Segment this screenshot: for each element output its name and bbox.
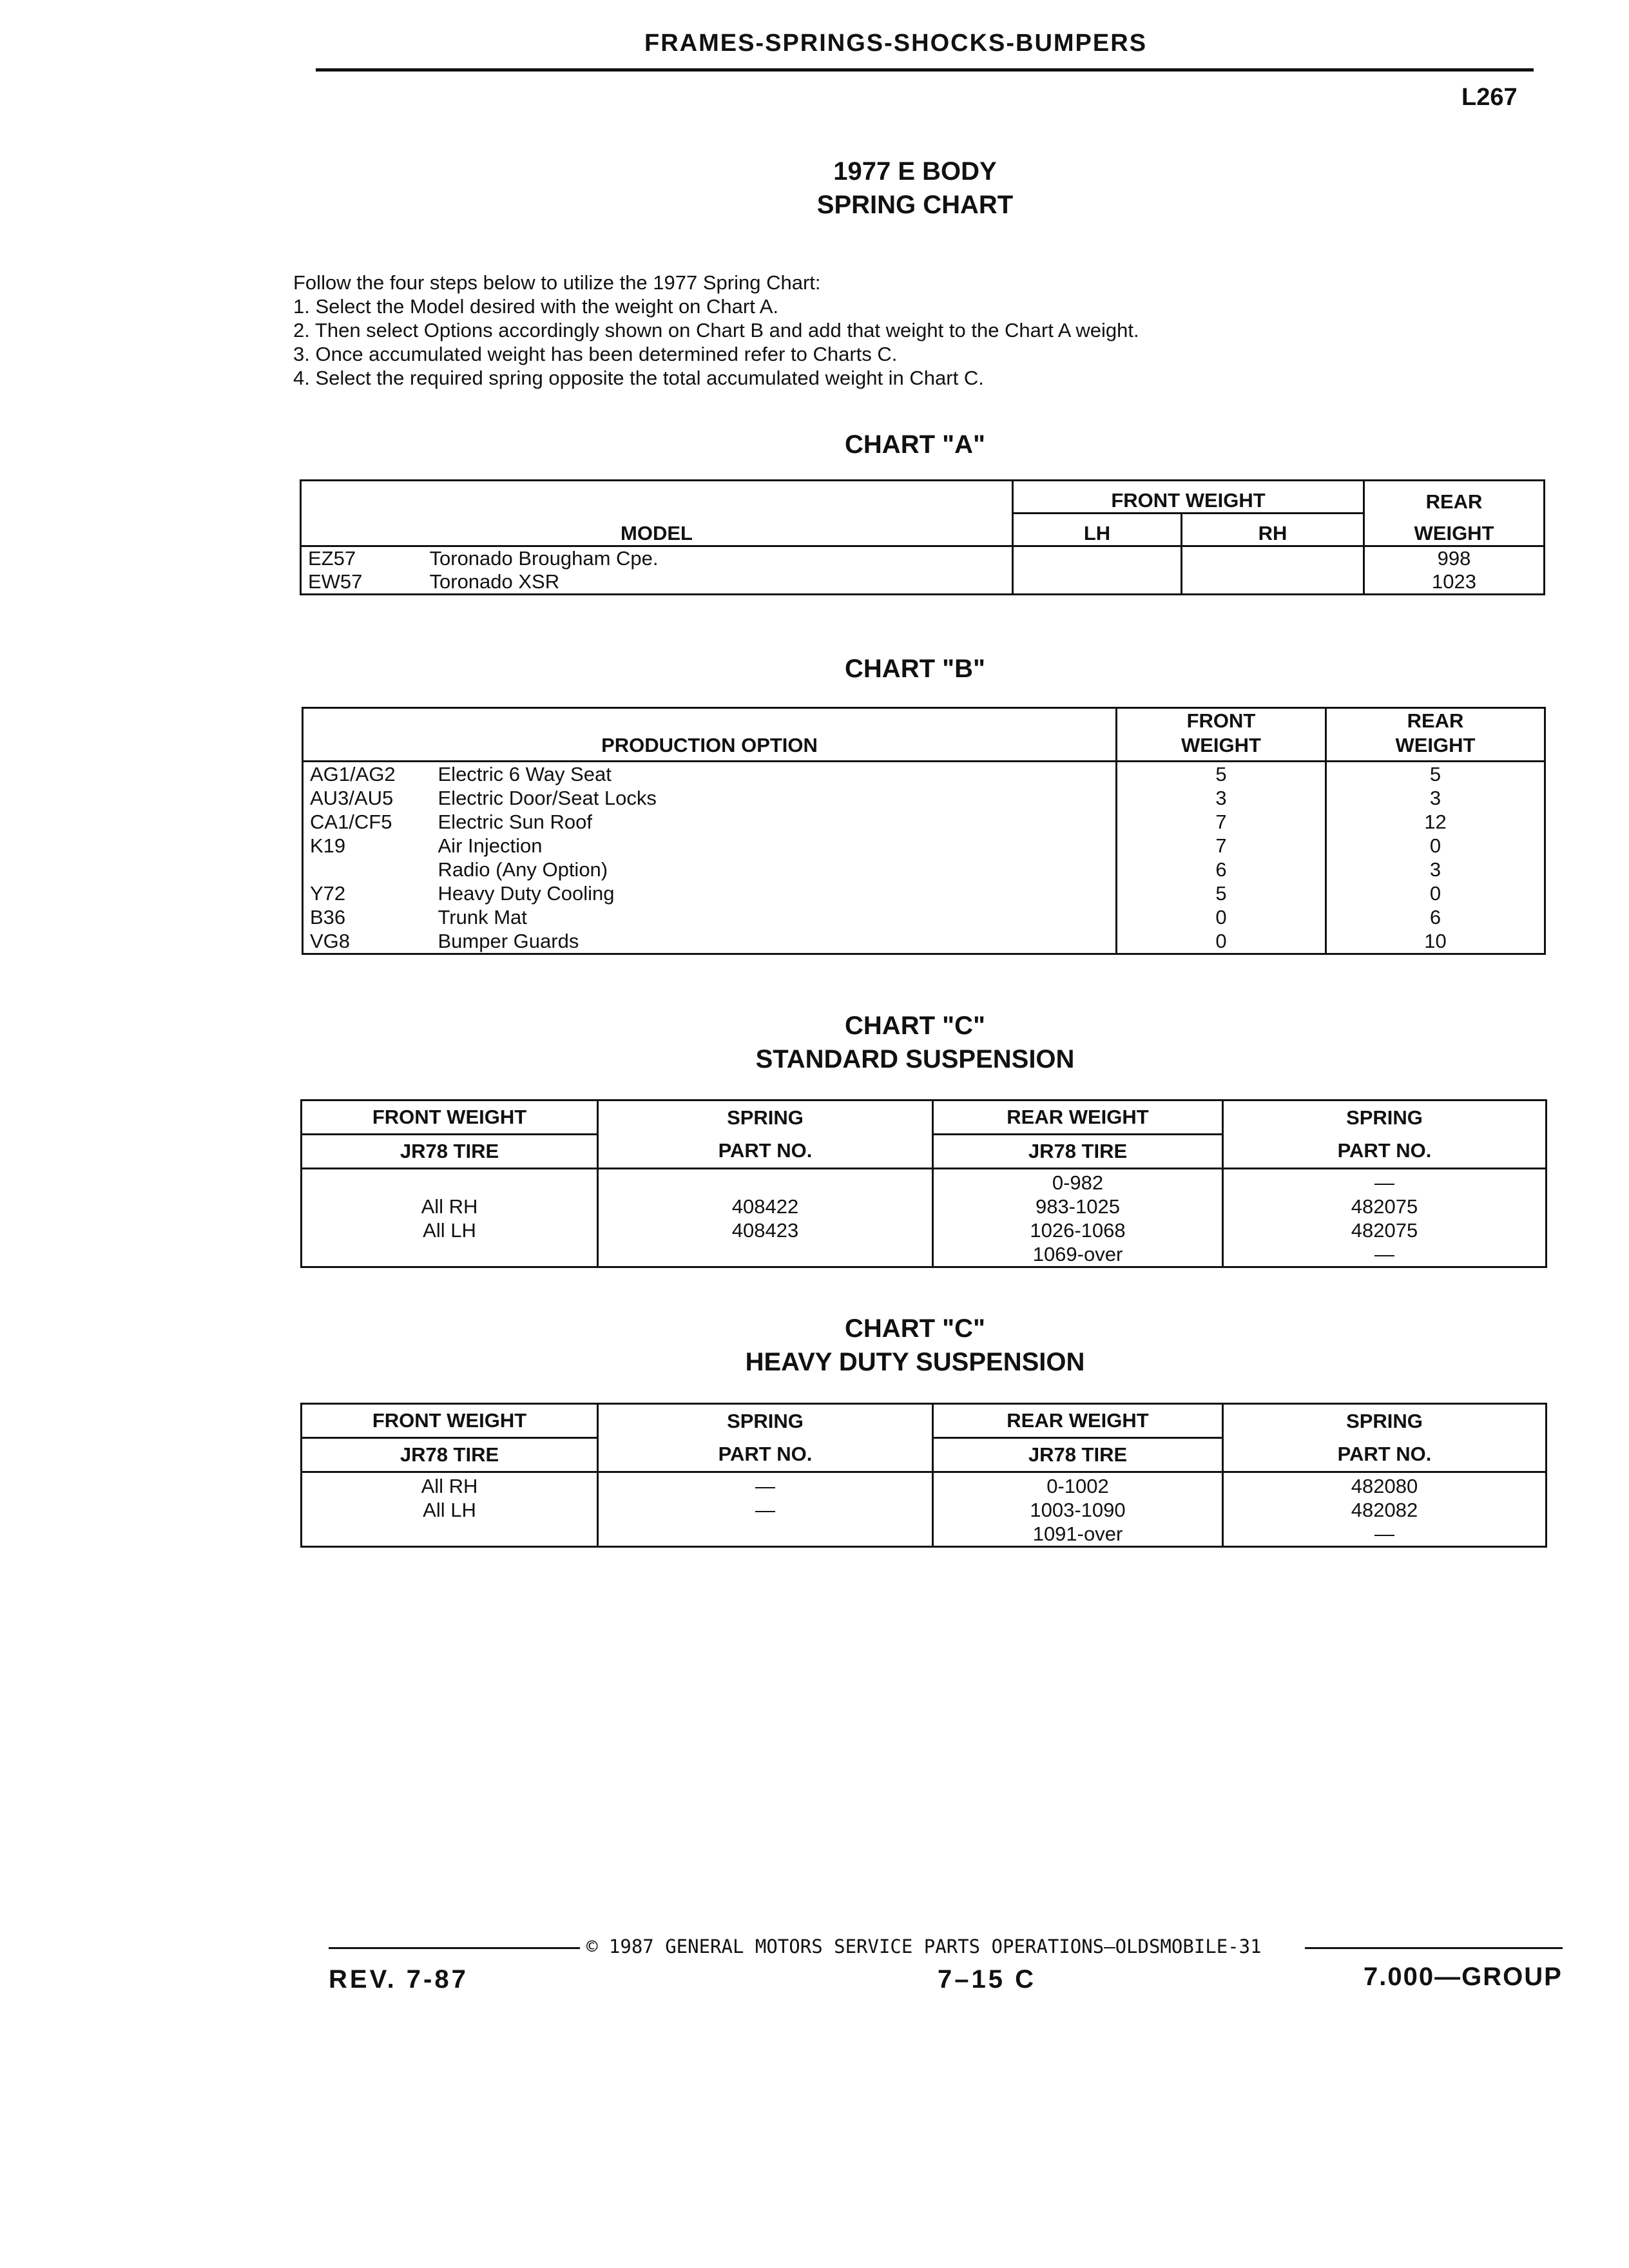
hd-front-weight-header: FRONT WEIGHT: [302, 1404, 598, 1438]
list-item: [605, 1522, 925, 1546]
std-front-weight-header: FRONT WEIGHT: [302, 1100, 598, 1135]
table-row: [303, 905, 1545, 929]
option-rear-weight: 12: [1326, 810, 1545, 834]
hd-spring-header-line1: SPRING: [598, 1404, 933, 1438]
option-rear-weight: 6: [1326, 905, 1545, 929]
option-code: Y72: [310, 882, 346, 905]
footer-copyright: © 1987 GENERAL MOTORS SERVICE PARTS OPERATIONS—OLDSMOBILE-31: [586, 1936, 1262, 1957]
std-spring2-header-line1: SPRING: [1223, 1100, 1547, 1135]
table-row: [302, 1472, 1547, 1547]
option-front-weight: 5: [1117, 762, 1326, 787]
table-row: [301, 570, 1545, 595]
table-row: [303, 810, 1545, 834]
chart-b-front-header-line2: WEIGHT: [1181, 734, 1261, 756]
list-item: [309, 1242, 590, 1266]
instruction-step-1: 1. Select the Model desired with the weight on Chart A.: [293, 295, 779, 318]
option-rear-weight: 0: [1326, 834, 1545, 858]
list-item: —: [755, 1499, 775, 1521]
list-item: 1069-over: [1032, 1243, 1123, 1265]
chart-a-model-header: MODEL: [301, 481, 1013, 546]
chart-a-front-weight-header: FRONT WEIGHT: [1013, 481, 1364, 514]
chart-c-standard-heading-line2: STANDARD SUSPENSION: [755, 1045, 1075, 1073]
chart-a-heading: CHART "A": [845, 430, 985, 459]
chart-a-rear: 1023: [1364, 570, 1545, 595]
option-front-weight: 3: [1117, 786, 1326, 810]
std-spring-header-line1: SPRING: [598, 1100, 933, 1135]
footer-revision: REV. 7-87: [329, 1965, 468, 1994]
header-rule: [316, 68, 1534, 72]
list-item: —: [1374, 1171, 1394, 1194]
hd-rear-weight-cell: [933, 1472, 1223, 1547]
option-rear-weight: 0: [1326, 881, 1545, 905]
chart-a-rear: 998: [1364, 546, 1545, 571]
list-item: 482082: [1351, 1499, 1418, 1521]
hd-front-tire-header: JR78 TIRE: [302, 1438, 598, 1472]
list-item: 408423: [731, 1219, 799, 1242]
option-front-weight: 7: [1117, 810, 1326, 834]
hd-spring2-header-line1: SPRING: [1223, 1404, 1547, 1438]
option-code: K19: [310, 834, 346, 857]
chart-b-front-header-line1: FRONT: [1186, 709, 1256, 732]
option-front-weight: 6: [1117, 858, 1326, 881]
std-front-spring-cell: [598, 1169, 933, 1267]
chart-b-front-header: [1117, 708, 1326, 762]
chart-a-code: EZ57: [308, 547, 356, 570]
list-item: All RH: [421, 1195, 478, 1218]
chart-a-rh-header: RH: [1182, 514, 1364, 546]
document-title-line1: 1977 E BODY: [833, 157, 997, 186]
option-rear-weight: 3: [1326, 786, 1545, 810]
list-item: [309, 1522, 590, 1546]
option-name: Trunk Mat: [438, 906, 527, 928]
chart-a-lh: [1013, 570, 1182, 595]
option-name: Electric 6 Way Seat: [438, 763, 612, 785]
option-code: CA1/CF5: [310, 811, 392, 833]
chart-a-rh: [1182, 546, 1364, 571]
list-item: 983-1025: [1035, 1195, 1120, 1218]
instruction-step-2: 2. Then select Options accordingly shown on Chart B and add that weight to the Chart A weight.: [293, 319, 1139, 341]
instruction-step-3: 3. Once accumulated weight has been determined refer to Charts C.: [293, 343, 898, 365]
option-code: VG8: [310, 930, 351, 952]
document-title-line2: SPRING CHART: [816, 191, 1014, 219]
list-item: 1091-over: [1032, 1523, 1123, 1545]
option-rear-weight: 5: [1326, 762, 1545, 787]
chart-c-standard-heading-line1: CHART "C": [845, 1012, 985, 1040]
instructions: [293, 271, 1139, 390]
list-item: 408422: [731, 1195, 799, 1218]
table-row: [303, 929, 1545, 954]
section-title: FRAMES-SPRINGS-SHOCKS-BUMPERS: [644, 30, 1148, 57]
std-front-tire-header: JR78 TIRE: [302, 1135, 598, 1169]
chart-b-rear-header: [1326, 708, 1545, 762]
list-item: All LH: [423, 1499, 476, 1521]
table-row: [301, 546, 1545, 571]
list-item: 482075: [1351, 1219, 1418, 1242]
std-rear-spring-cell: [1223, 1169, 1547, 1267]
footer-rule-right: [1305, 1947, 1563, 1949]
instruction-intro: Follow the four steps below to utilize the 1977 Spring Chart:: [293, 271, 821, 294]
chart-a-lh: [1013, 546, 1182, 571]
list-item: All RH: [421, 1475, 478, 1497]
option-rear-weight: 10: [1326, 929, 1545, 954]
hd-rear-weight-header: REAR WEIGHT: [933, 1404, 1223, 1438]
option-front-weight: 7: [1117, 834, 1326, 858]
list-item: 0-1002: [1046, 1475, 1109, 1497]
chart-a-model-name: Toronado Brougham Cpe.: [429, 547, 659, 570]
chart-a-rear-header-line2: WEIGHT: [1364, 514, 1545, 546]
option-code: B36: [310, 906, 346, 928]
chart-b-rear-header-line2: WEIGHT: [1395, 734, 1476, 756]
list-item: —: [1374, 1523, 1394, 1545]
option-name: Electric Sun Roof: [438, 811, 592, 833]
instruction-step-4: 4. Select the required spring opposite the total accumulated weight in Chart C.: [293, 367, 984, 389]
list-item: [605, 1242, 925, 1266]
chart-c-heavy-heading-line2: HEAVY DUTY SUSPENSION: [745, 1348, 1085, 1376]
option-name: Air Injection: [438, 834, 543, 857]
std-spring-header-line2: PART NO.: [598, 1135, 933, 1169]
std-front-weight-cell: [302, 1169, 598, 1267]
option-code: [303, 858, 432, 881]
table-row: [303, 762, 1545, 787]
chart-a-lh-header: LH: [1013, 514, 1182, 546]
option-front-weight: 5: [1117, 881, 1326, 905]
list-item: 0-982: [1052, 1171, 1104, 1194]
table-row: [303, 881, 1545, 905]
chart-a-rear-header-line1: REAR: [1364, 481, 1545, 514]
hd-rear-tire-header: JR78 TIRE: [933, 1438, 1223, 1472]
std-rear-weight-cell: [933, 1169, 1223, 1267]
chart-c-standard-table: [300, 1099, 1547, 1268]
list-item: 482080: [1351, 1475, 1418, 1497]
hd-rear-spring-cell: [1223, 1472, 1547, 1547]
option-front-weight: 0: [1117, 929, 1326, 954]
hd-front-spring-cell: [598, 1472, 933, 1547]
chart-a-rh: [1182, 570, 1364, 595]
option-front-weight: 0: [1117, 905, 1326, 929]
list-item: —: [755, 1475, 775, 1497]
footer-rule-left: [329, 1947, 580, 1949]
page-code: L267: [1461, 84, 1518, 111]
chart-b-option-header: PRODUCTION OPTION: [303, 708, 1117, 762]
list-item: 1026-1068: [1030, 1219, 1126, 1242]
list-item: [605, 1171, 925, 1195]
hd-front-weight-cell: [302, 1472, 598, 1547]
list-item: 482075: [1351, 1195, 1418, 1218]
chart-a-table: [300, 479, 1545, 595]
table-row: [303, 858, 1545, 881]
list-item: —: [1374, 1243, 1394, 1265]
option-code: AG1/AG2: [310, 763, 396, 785]
chart-a-model-name: Toronado XSR: [429, 570, 560, 593]
std-rear-weight-header: REAR WEIGHT: [933, 1100, 1223, 1135]
option-code: AU3/AU5: [310, 787, 394, 809]
chart-b-rear-header-line1: REAR: [1407, 709, 1464, 732]
std-spring2-header-line2: PART NO.: [1223, 1135, 1547, 1169]
std-rear-tire-header: JR78 TIRE: [933, 1135, 1223, 1169]
option-rear-weight: 3: [1326, 858, 1545, 881]
hd-spring2-header-line2: PART NO.: [1223, 1438, 1547, 1472]
table-row: [302, 1169, 1547, 1267]
list-item: All LH: [423, 1219, 476, 1242]
list-item: 1003-1090: [1030, 1499, 1126, 1521]
table-row: [303, 786, 1545, 810]
option-name: Radio (Any Option): [438, 858, 608, 881]
chart-b-table: [302, 707, 1546, 955]
chart-a-code: EW57: [308, 570, 363, 593]
list-item: [309, 1171, 590, 1195]
option-name: Bumper Guards: [438, 930, 579, 952]
footer-page-number: 7–15 C: [938, 1965, 1036, 1994]
hd-spring-header-line2: PART NO.: [598, 1438, 933, 1472]
chart-c-heavy-heading-line1: CHART "C": [845, 1314, 985, 1343]
footer-group: 7.000—GROUP: [1364, 1963, 1563, 1991]
option-name: Heavy Duty Cooling: [438, 882, 615, 905]
option-name: Electric Door/Seat Locks: [438, 787, 657, 809]
chart-b-heading: CHART "B": [845, 655, 985, 683]
chart-c-heavy-table: [300, 1403, 1547, 1548]
table-row: [303, 834, 1545, 858]
